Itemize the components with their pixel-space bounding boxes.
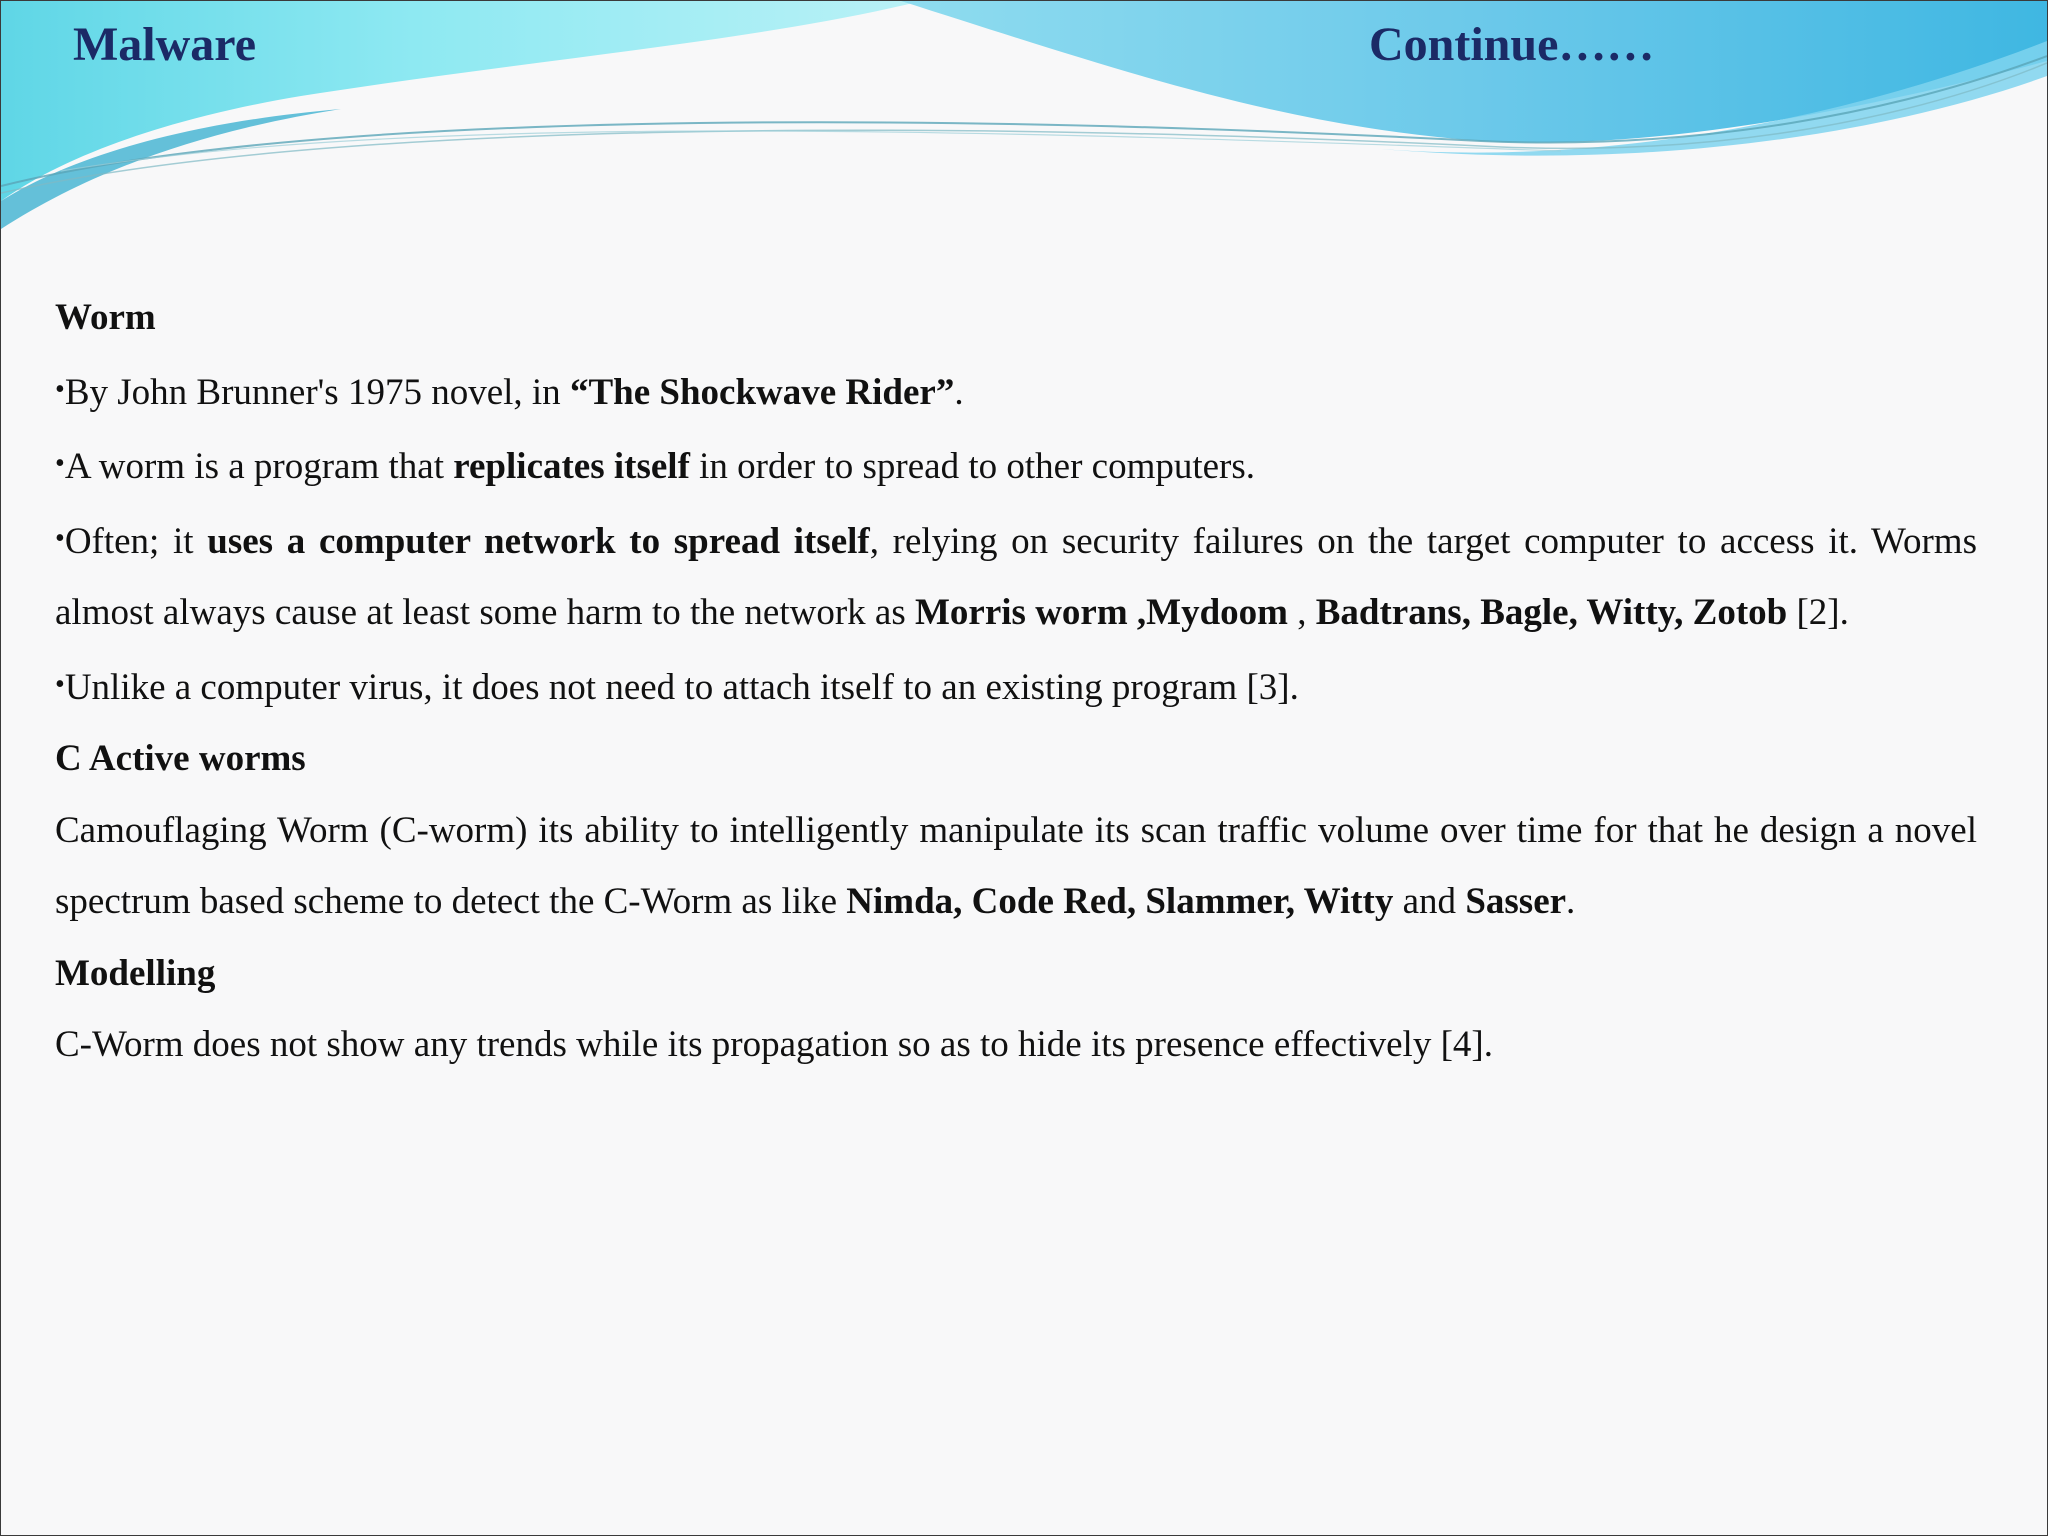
bullet-item-brunner: •By John Brunner's 1975 novel, in “The Shockwave Rider”.: [55, 371, 964, 413]
slide-content: [55, 282, 1977, 1081]
bullet-item-replicates: •A worm is a program that replicates itself in order to spread to other computers.: [55, 446, 1256, 487]
slide-title-continue: Continue……: [1369, 18, 1655, 71]
heading-c-active-worms: C Active worms: [55, 738, 306, 779]
bullet-icon: •: [55, 522, 65, 554]
heading-worm: Worm: [55, 297, 156, 338]
header-wave-decoration: [1, 1, 2047, 261]
bullet-icon: •: [55, 373, 65, 405]
paragraph-c-worm: Camouflaging Worm (C-worm) its ability to intelligently manipulate its scan traffic volume over time for that he design a novel spectrum based scheme to detect the C-Worm as like Nimda, Code Red, Slammer, Witty and Sasser.: [55, 809, 1977, 922]
heading-modelling: Modelling: [55, 952, 216, 994]
bullet-icon: •: [55, 668, 65, 700]
paragraph-modelling: C-Worm does not show any trends while its propagation so as to hide its presence effectively [4].: [55, 1024, 1493, 1065]
bullet-item-unlike-virus: •Unlike a computer virus, it does not need to attach itself to an existing program [3].: [55, 666, 1299, 708]
slide-title: Malware: [73, 18, 257, 71]
bullet-item-network: •Often; it uses a computer network to spread itself, relying on security failures on the target computer to access it. Worms almost always cause at least some harm to the network as Morris worm ,Mydoom , Badtrans, Bagle, Witty, Zotob [2].: [55, 520, 1977, 633]
bullet-icon: •: [55, 448, 65, 479]
